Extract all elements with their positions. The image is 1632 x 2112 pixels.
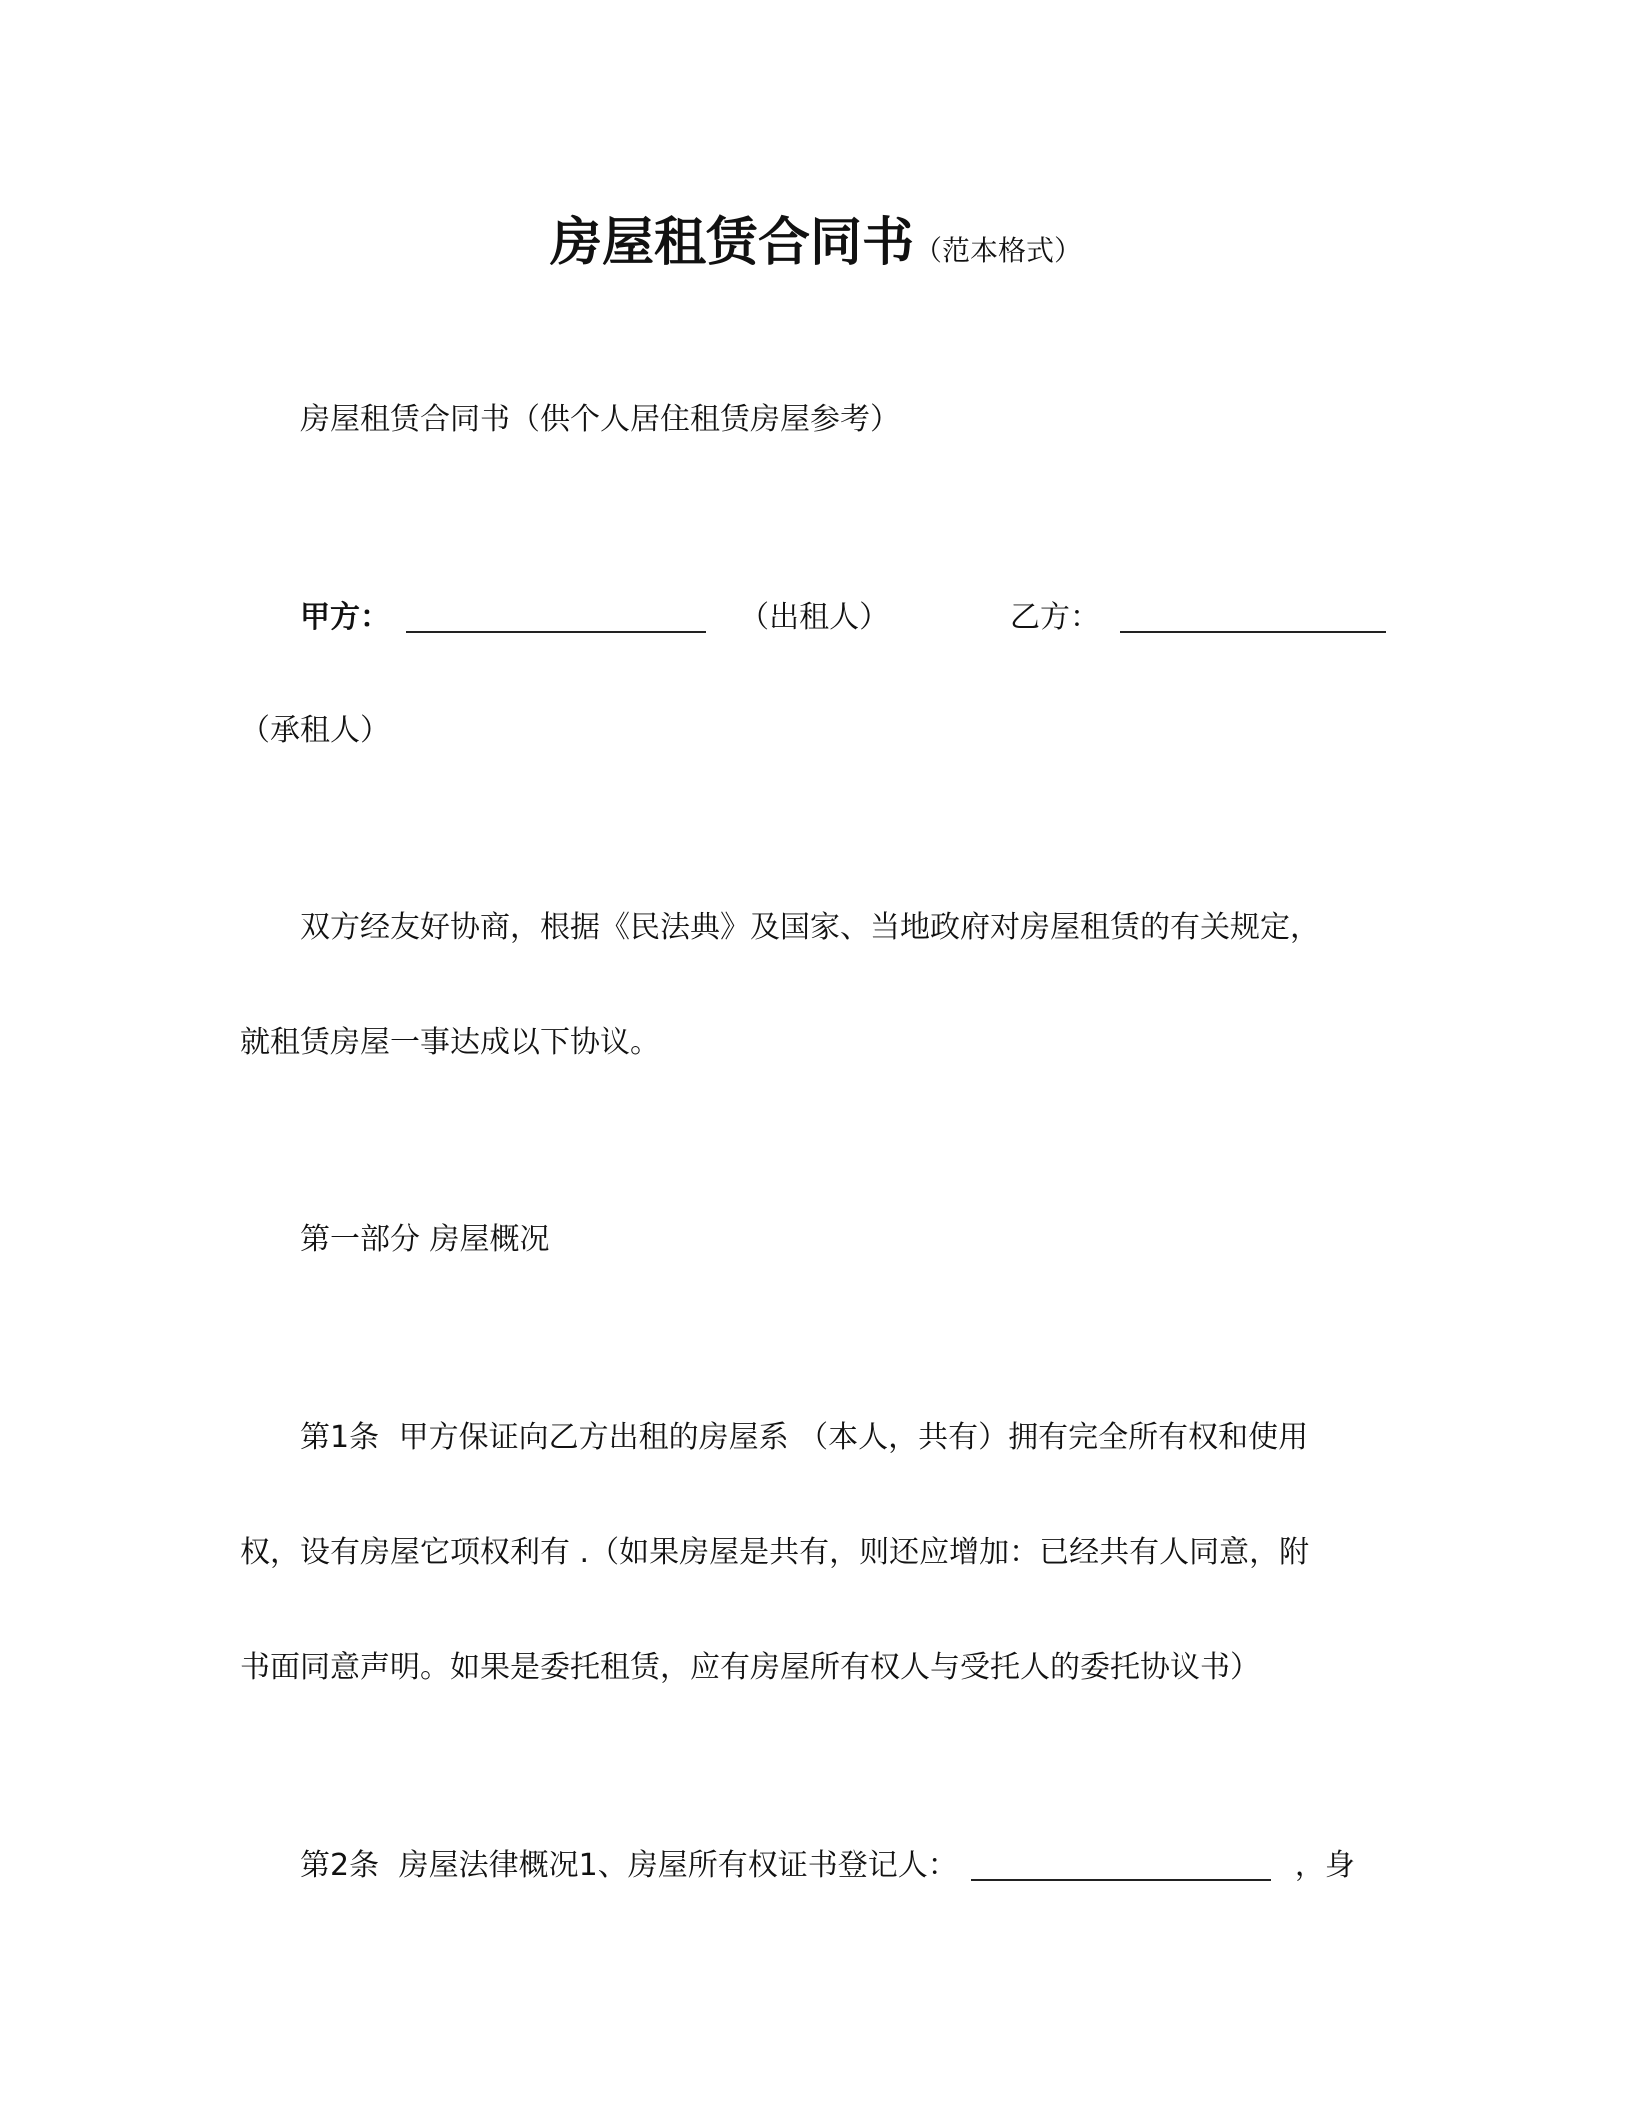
title-sub: （范本格式）	[914, 234, 1083, 267]
party-a-role: （出租人）	[739, 600, 890, 635]
intro-line-1: 双方经友好协商，根据《民法典》及国家、当地政府对房屋租赁的有关规定，	[300, 910, 1320, 945]
article2-tail: ，身	[1294, 1848, 1355, 1883]
article1-line-3: 书面同意声明。如果是委托租赁，应有房屋所有权人与受托人的委托协议书）	[240, 1650, 1260, 1685]
article1-line-2: 权，设有房屋它项权利有 .（如果房屋是共有，则还应增加：已经共有人同意，附	[240, 1535, 1310, 1570]
party-b-blank[interactable]	[1120, 601, 1386, 633]
party-b-role: （承租人）	[240, 713, 390, 748]
party-a-label: 甲方：	[300, 600, 390, 635]
owner-name-blank[interactable]	[971, 1849, 1271, 1881]
document-title	[0, 200, 1632, 275]
article1-line-1	[300, 1418, 1308, 1458]
intro-line-2: 就租赁房屋一事达成以下协议。	[240, 1025, 660, 1060]
article2-text: 房屋法律概况1、房屋所有权证书登记人：	[398, 1848, 958, 1883]
contract-subtitle: 房屋租赁合同书（供个人居住租赁房屋参考）	[300, 402, 900, 437]
title-main: 房屋租赁合同书	[549, 213, 914, 273]
article1-label: 第1条	[300, 1420, 380, 1455]
party-b-label: 乙方：	[1010, 600, 1100, 635]
article2-label: 第2条	[300, 1848, 380, 1883]
part1-heading: 第一部分 房屋概况	[300, 1222, 550, 1257]
article2-line	[300, 1846, 1355, 1886]
party-a-blank[interactable]	[406, 601, 706, 633]
article1-text: 甲方保证向乙方出租的房屋系 （本人，共有）拥有完全所有权和使用	[398, 1420, 1309, 1455]
party-a-row	[300, 598, 889, 638]
party-b-row	[1010, 598, 1386, 638]
